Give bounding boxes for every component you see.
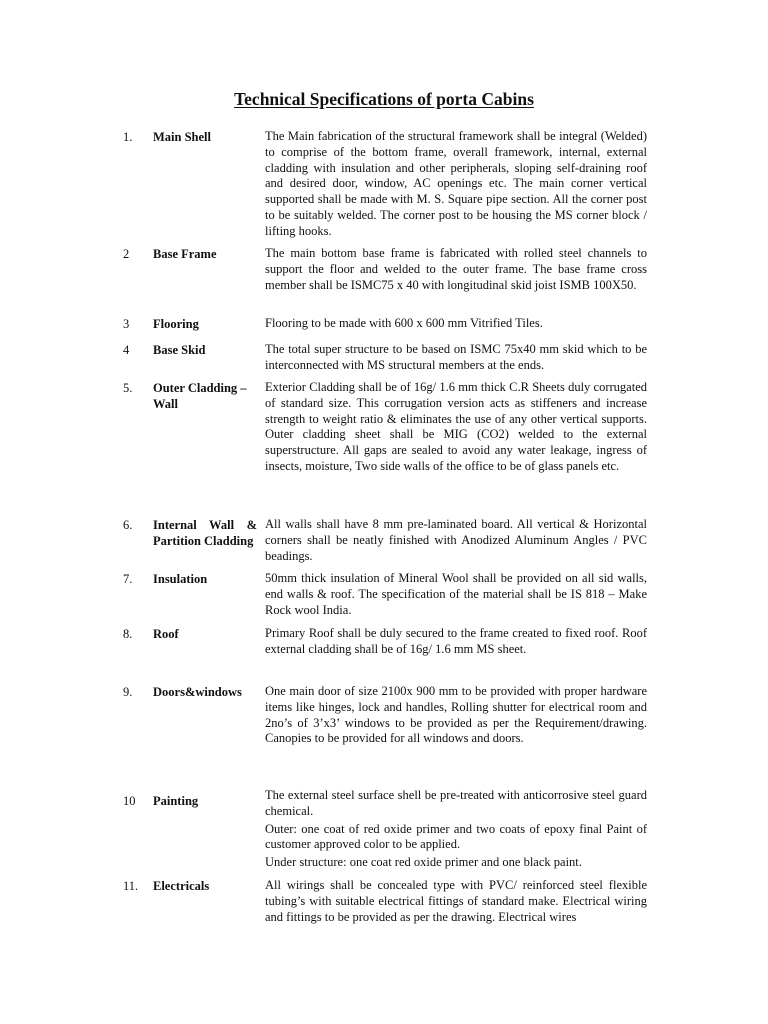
spec-paragraph: Outer: one coat of red oxide primer and two coats of epoxy final Paint of customer approved color to be applied. <box>265 821 647 852</box>
spec-number: 8. <box>123 627 133 641</box>
spec-paragraph: All wirings shall be concealed type with PVC/ reinforced steel flexible tubing’s with suitable electrical fittings of standard make. Electrical wiring and fittings to be provided as per the drawing. Electrical wires <box>265 878 647 924</box>
spec-paragraph: Under structure: one coat red oxide primer and one black paint. <box>265 855 582 869</box>
spec-paragraph: Primary Roof shall be duly secured to the frame created to fixed roof. Roof external cladding shall be of 16g/ 1.6 mm MS sheet. <box>265 626 647 656</box>
spec-label: Base Frame <box>153 247 217 261</box>
spec-label: Internal Wall & Partition Cladding <box>153 518 257 548</box>
spec-paragraph: The external steel surface shell be pre-treated with anticorrosive steel guard chemical. <box>265 788 647 818</box>
spec-description <box>265 380 647 492</box>
spec-description <box>265 788 647 872</box>
spec-paragraph: Exterior Cladding shall be of 16g/ 1.6 mm thick C.R Sheets duly corrugated of standard size. This corrugation version acts as stiffeners and increase strength to weight ratio & eliminates the use of any other vertical supports. Outer cladding sheet shall be MIG (CO2) welded to the external superstructure. All gaps are sealed to avoid any water leakage, ingress of insects, moisture, Two side walls of the office to be of glass panels etc. <box>265 380 647 473</box>
spec-label: Flooring <box>153 317 199 331</box>
spec-description <box>265 517 647 565</box>
spec-paragraph: The Main fabrication of the structural framework shall be integral (Welded) to comprise of the bottom frame, overall framework, internal, external cladding with insulation and other peripherals, sloping self-draining roof and desired door, window, AC openings etc. The main corner vertical supported shall be made with M. S. Square pipe section. All the corner post to be suitably welded. The corner post to be housing the MS corner block / lifting hooks. <box>265 129 647 238</box>
spec-number: 3 <box>123 317 130 331</box>
spec-description <box>265 571 647 619</box>
spec-paragraph: One main door of size 2100x 900 mm to be provided with proper hardware items like hinges, lock and handles, Rolling shutter for electrical room and 2no’s of 3’x3’ windows to be provided as per the Requirement/drawing. Canopies to be provided for all windows and doors. <box>265 684 647 746</box>
spec-paragraph: The main bottom base frame is fabricated with rolled steel channels to support the floor and welded to the outer frame. The base frame cross member shall be ISMC75 x 40 with longitudinal skid joist ISMB 100X50. <box>265 246 647 292</box>
document-title: Technical Specifications of porta Cabins <box>234 89 534 109</box>
spec-label: Doors&windows <box>153 685 242 699</box>
spec-label: Insulation <box>153 572 208 586</box>
spec-paragraph: 50mm thick insulation of Mineral Wool shall be provided on all sid walls, end walls & roof. The specification of the material shall be IS 818 – Make Rock wool India. <box>265 571 647 617</box>
spec-description <box>265 878 647 926</box>
spec-number: 1. <box>123 130 133 144</box>
spec-description <box>265 129 647 241</box>
spec-number: 10 <box>123 794 136 808</box>
spec-label: Outer Cladding – Wall <box>153 381 247 411</box>
spec-number: 9. <box>123 685 133 699</box>
spec-paragraph: The total super structure to be based on ISMC 75x40 mm skid which to be interconnected with MS structural members at the ends. <box>265 342 647 372</box>
spec-number: 7. <box>123 572 133 586</box>
spec-description <box>265 684 647 764</box>
spec-paragraph: Flooring to be made with 600 x 600 mm Vitrified Tiles. <box>265 316 543 330</box>
spec-number: 5. <box>123 381 133 395</box>
spec-description <box>265 342 647 375</box>
spec-number: 4 <box>123 343 130 357</box>
spec-description <box>265 316 647 333</box>
spec-paragraph: All walls shall have 8 mm pre-laminated board. All vertical & Horizontal corners shall be neatly finished with Anodized Aluminum Angles / PVC beadings. <box>265 517 647 563</box>
spec-label: Roof <box>153 627 179 641</box>
spec-number: 6. <box>123 518 133 532</box>
spec-number: 11. <box>123 879 139 893</box>
spec-label: Painting <box>153 794 199 808</box>
spec-label: Base Skid <box>153 343 206 357</box>
spec-number: 2 <box>123 247 130 261</box>
spec-description <box>265 626 647 659</box>
spec-description <box>265 246 647 310</box>
spec-label: Electricals <box>153 879 210 893</box>
spec-label: Main Shell <box>153 130 211 144</box>
